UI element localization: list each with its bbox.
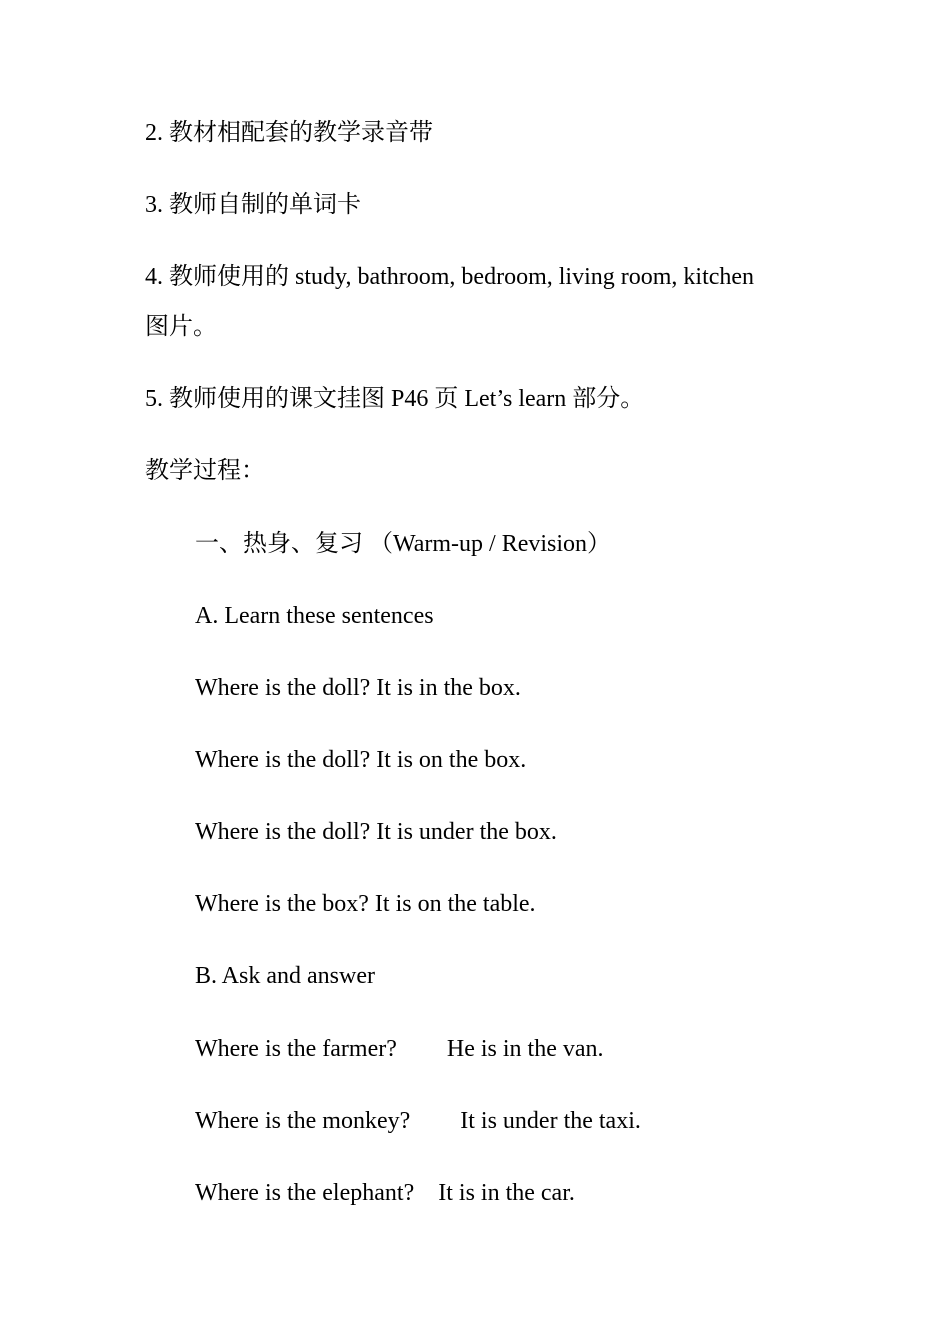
section-warmup-heading: 一、热身、复习 （Warm-up / Revision） [195,531,612,557]
list-item-4-line-1: 4. 教师使用的 study, bathroom, bedroom, living room, kitchen [145,264,755,290]
list-item-4-line-2: 图片。 [145,314,217,340]
answer-text: It is under the taxi. [460,1108,641,1134]
answer-text: It is in the car. [438,1180,575,1206]
list-item-5: 5. 教师使用的课文挂图 P46 页 Let’s learn 部分。 [145,386,645,412]
sentence-line: Where is the doll? It is on the box. [195,747,527,773]
question-text: Where is the monkey? [195,1108,411,1134]
list-item-2: 2. 教材相配套的教学录音带 [145,120,433,146]
question-text: Where is the farmer? [195,1036,397,1062]
part-b-title: B. Ask and answer [195,963,375,989]
answer-text: He is in the van. [446,1036,604,1062]
qa-row [195,1106,641,1136]
question-text: Where is the elephant? [195,1180,415,1206]
qa-row [195,1178,575,1208]
part-a-title: A. Learn these sentences [195,603,434,629]
sentence-line: Where is the doll? It is under the box. [195,819,557,845]
list-item-3: 3. 教师自制的单词卡 [145,192,361,218]
process-heading: 教学过程： [145,458,265,484]
sentence-line: Where is the doll? It is in the box. [195,675,521,701]
sentence-line: Where is the box? It is on the table. [195,891,536,917]
qa-row [195,1034,604,1064]
